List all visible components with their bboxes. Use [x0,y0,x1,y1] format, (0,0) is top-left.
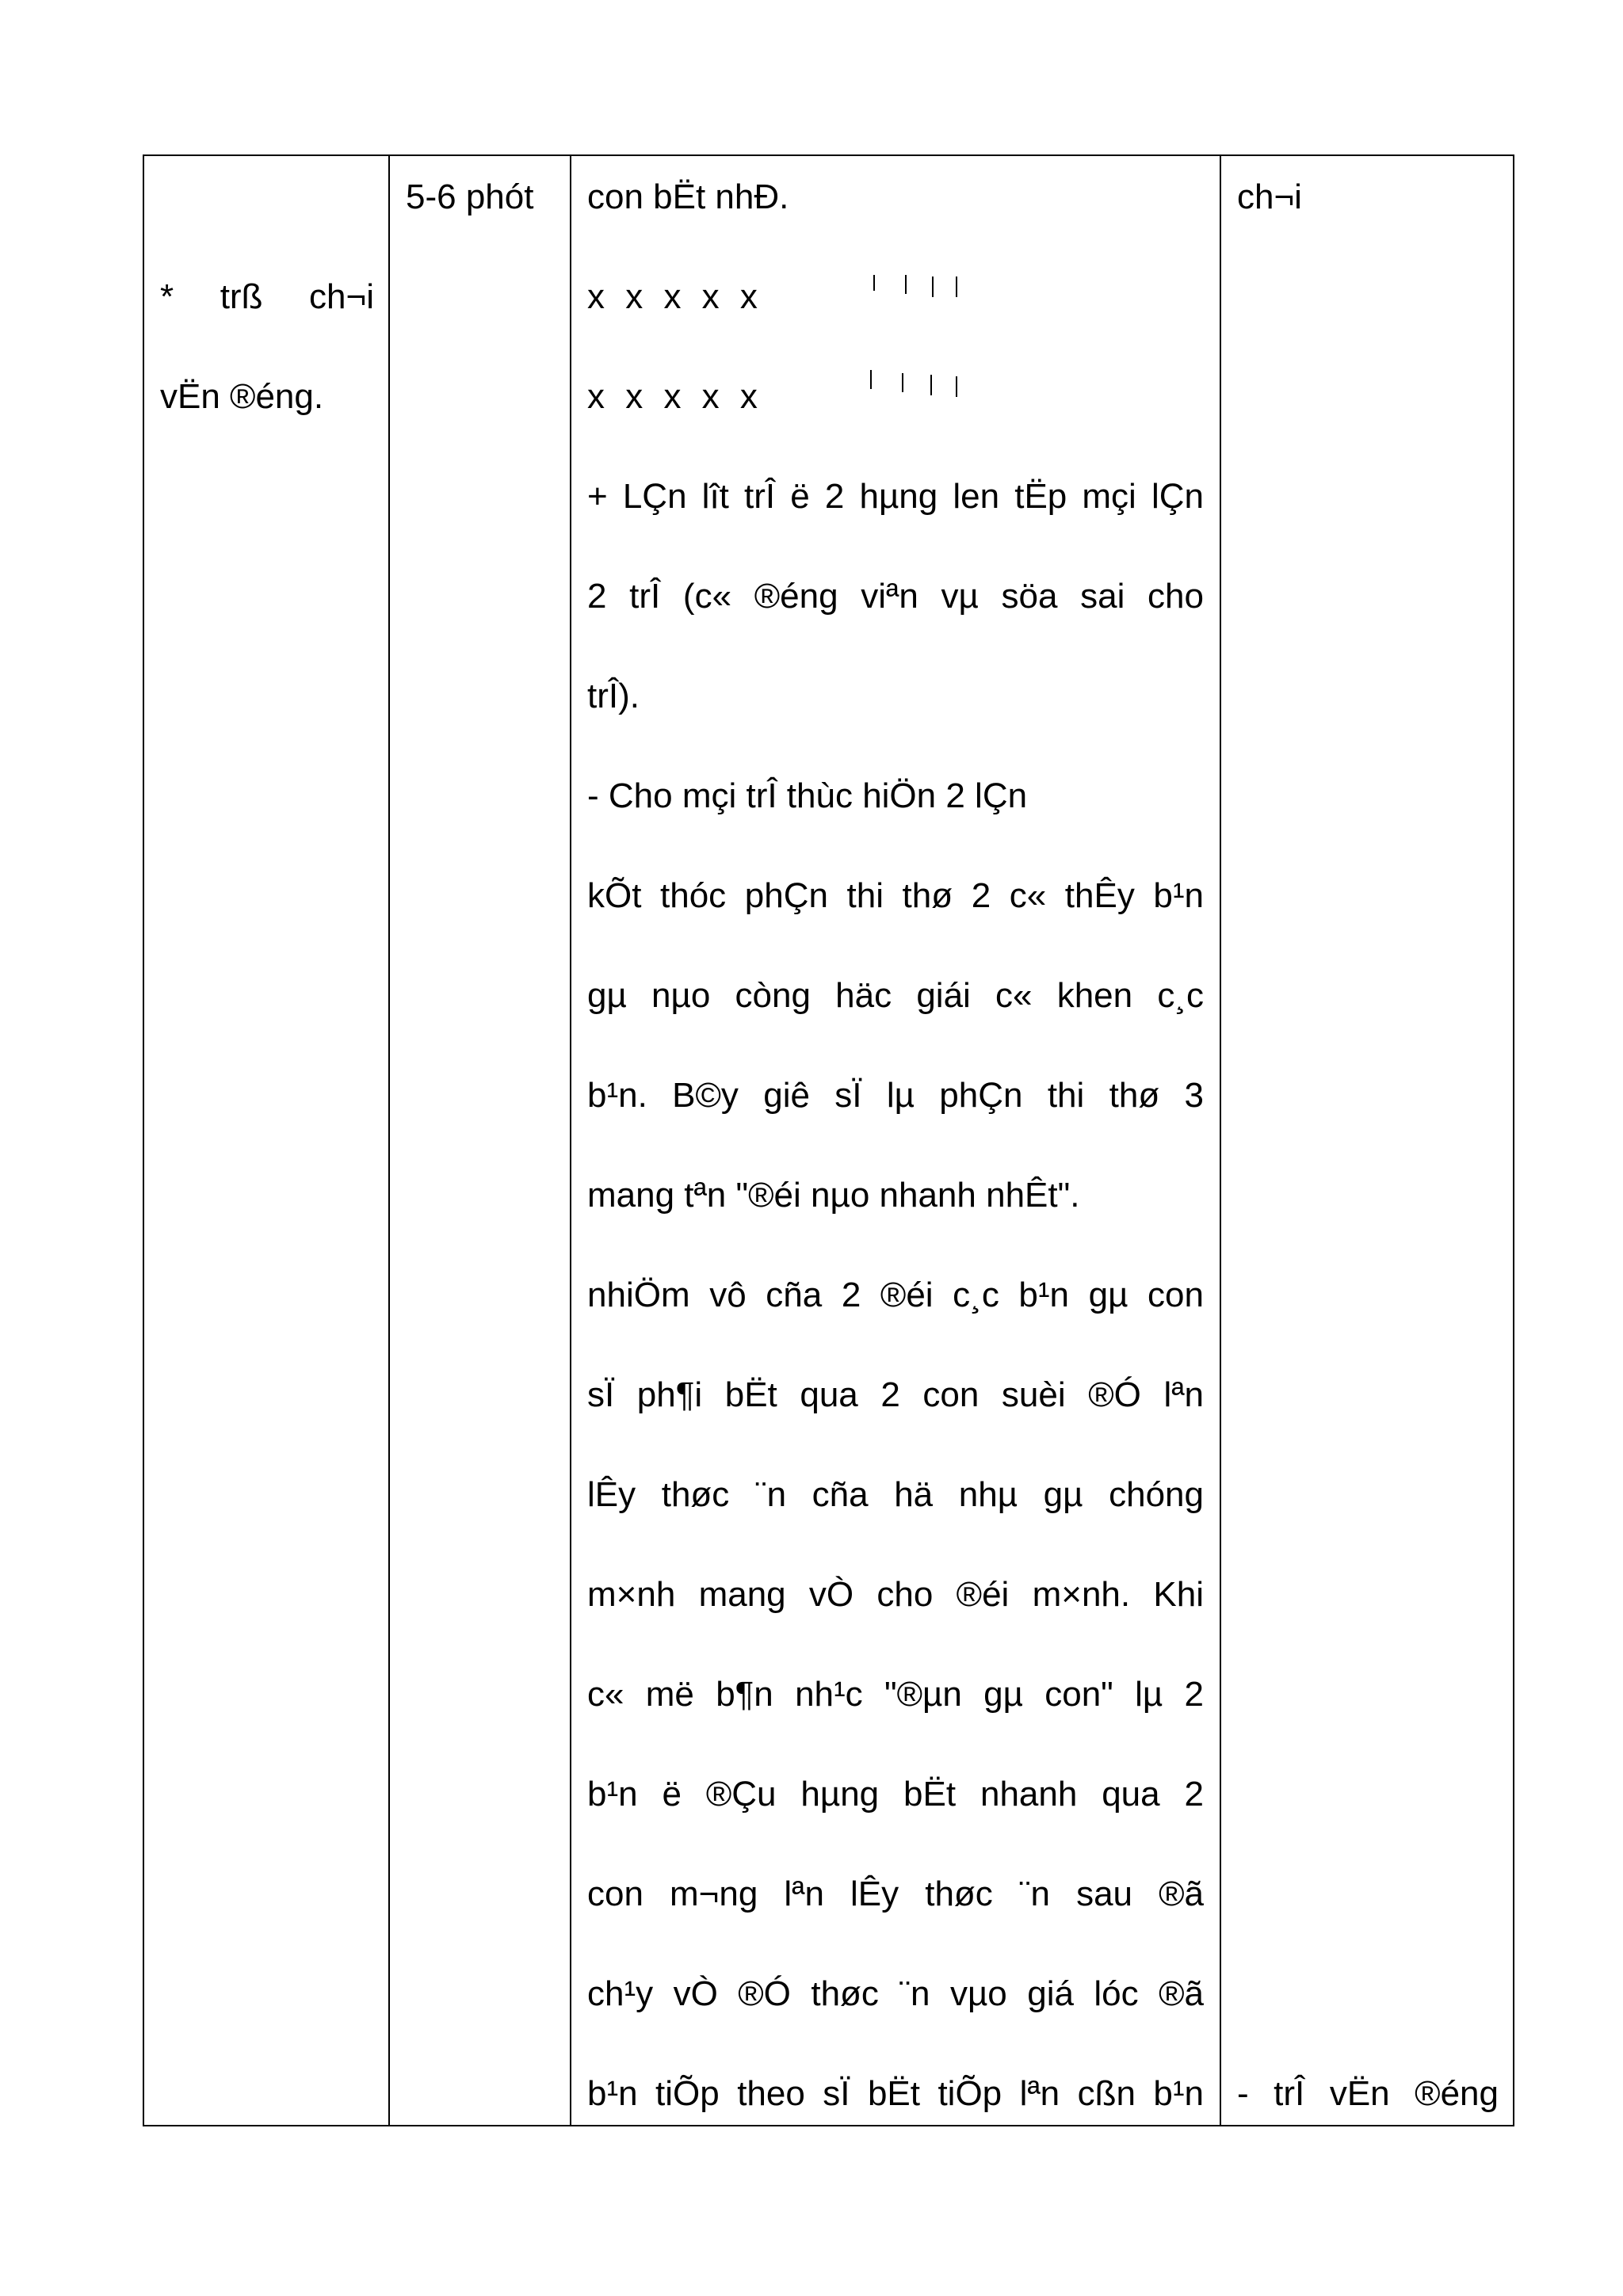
content-line: m×nh mang vÒ cho ®éi m×nh. Khi [587,1575,1204,1614]
activity-cell [143,155,389,2126]
content-line: con bËt nhÐ. [587,177,789,216]
table-row [143,155,1514,2126]
content-line: ch¹y vÒ ®Ó thøc ¨n vµo giá lóc ®ã [587,1974,1204,2013]
note-line-1: ch¬i [1237,177,1302,216]
content-line: sÏ ph¶i bËt qua 2 con suèi ®Ó lªn [587,1375,1204,1414]
lesson-plan-table [143,154,1514,2126]
formation-row-1 [587,273,758,321]
content-line: kÕt thóc phÇn thi thø 2 c« thÊy b¹n [587,876,1204,915]
formation-row-2 [587,373,758,421]
activity-title-line-1: * trß ch¬i [160,277,374,316]
content-line: b¹n. B©y giê sÏ lµ phÇn thi thø 3 [587,1076,1204,1115]
formation-marks: x x x x x [587,277,758,316]
content-line: trÎ). [587,677,640,715]
activity-title-line-2: vËn ®éng. [160,377,324,416]
content-line: mang tªn "®éi nµo nhanh nhÊt". [587,1176,1080,1215]
content-cell [571,155,1220,2126]
content-line: 2 trÎ (c« ®éng viªn vµ söa sai cho [587,577,1204,616]
note-line-2: - trÎ vËn ®éng [1237,2074,1499,2113]
content-line: + LÇn lît trÎ ë 2 hµng len tËp mçi lÇn [587,477,1204,516]
stream-lines-icon [866,270,977,302]
content-line: gµ nµo còng häc giái c« khen c¸c [587,976,1204,1015]
content-line: - Cho mçi trÎ thùc hiÖn 2 lÇn [587,776,1028,815]
content-line: lÊy thøc ¨n cña hä nhµ gµ chóng [587,1475,1204,1514]
content-line: b¹n ë ®Çu hµng bËt nhanh qua 2 [587,1775,1204,1814]
note-cell [1220,155,1514,2126]
time-cell [389,155,571,2126]
content-line: b¹n tiÕp theo sÏ bËt tiÕp lªn cßn b¹n [587,2074,1204,2113]
formation-marks: x x x x x [587,377,758,416]
stream-lines-icon [866,370,977,402]
time-duration: 5-6 phót [406,177,534,216]
content-line: con m¬ng lªn lÊy thøc ¨n sau ®ã [587,1875,1204,1913]
content-line: c« më b¶n nh¹c "®µn gµ con" lµ 2 [587,1675,1204,1714]
content-line: nhiÖm vô cña 2 ®éi c¸c b¹n gµ con [587,1276,1204,1314]
